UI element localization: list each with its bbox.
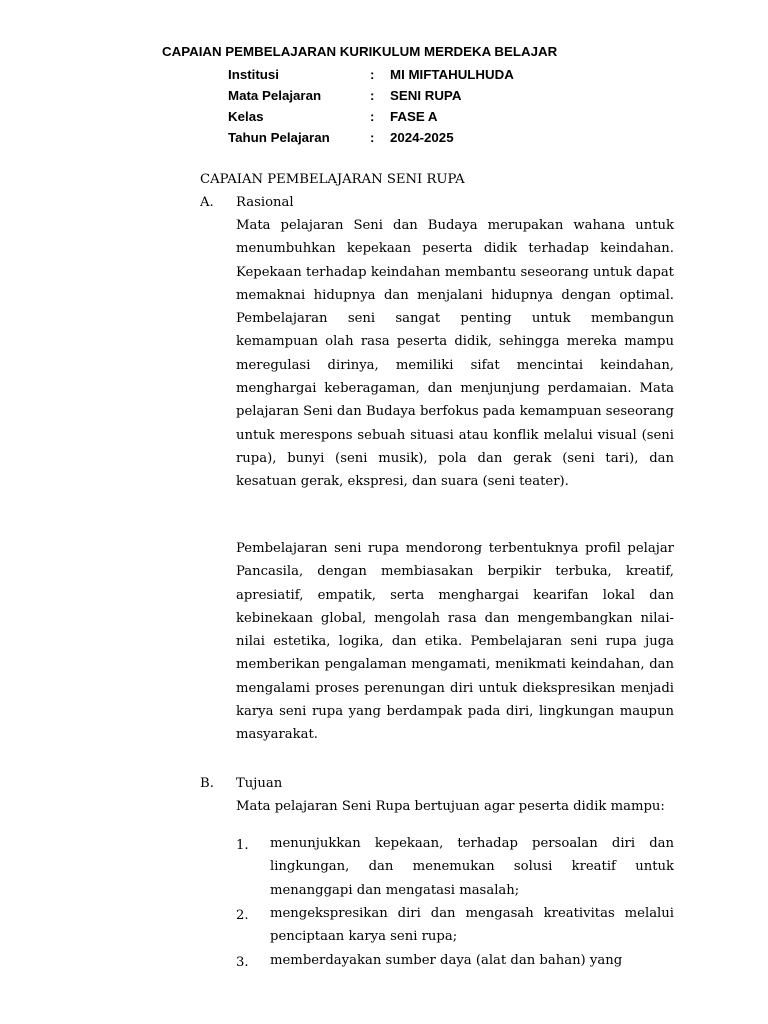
info-colon: : [370, 67, 375, 82]
document-title: CAPAIAN PEMBELAJARAN KURIKULUM MERDEKA BELAJAR [162, 44, 558, 59]
rasional-paragraph-2: Pembelajaran seni rupa mendorong terbentuknya profil pelajar Pancasila, dengan membiasakan berpikir terbuka, kreatif, apresiatif, empatik, serta menghargai kearifan lokal dan kebinekaan global, mengolah rasa dan mengembangkan nilai- nilai estetika, logika, dan etika. Pembelajaran seni rupa juga memberikan pengalaman mengamati, menikmati keindahan, dan mengalami proses perenungan diri untuk diekspresikan menjadi karya seni rupa yang berdampak pada diri, lingkungan maupun masyarakat. [236, 541, 674, 743]
info-value: SENI RUPA [390, 88, 462, 103]
section-title: CAPAIAN PEMBELAJARAN SENI RUPA [200, 172, 465, 187]
list-item: mengekspresikan diri dan mengasah kreativitas melalui penciptaan karya seni rupa; [270, 906, 674, 945]
info-colon: : [370, 130, 375, 145]
list-number: 2. [236, 908, 249, 923]
info-label: Tahun Pelajaran [228, 130, 330, 145]
info-value: FASE A [390, 109, 438, 124]
info-label: Kelas [228, 109, 264, 124]
list-item: menunjukkan kepekaan, terhadap persoalan diri dan lingkungan, dan menemukan solusi kreatif untuk menanggapi dan mengatasi masalah; [270, 836, 674, 898]
info-label: Mata Pelajaran [228, 88, 322, 103]
info-value: 2024-2025 [390, 130, 454, 145]
section-b-letter: B. [200, 776, 214, 791]
info-label: Institusi [228, 67, 279, 82]
info-colon: : [370, 88, 375, 103]
section-a-letter: A. [200, 195, 214, 210]
section-a-heading: Rasional [236, 195, 294, 210]
list-item: memberdayakan sumber daya (alat dan bahan) yang [270, 953, 623, 968]
info-colon: : [370, 109, 375, 124]
rasional-paragraph-1: Mata pelajaran Seni dan Budaya merupakan wahana untuk menumbuhkan kepekaan peserta didik terhadap keindahan. Kepekaan terhadap keindahan membantu seseorang untuk dapat memaknai hidupnya dan menjalani hidupnya dengan optimal. Pembelajaran seni sangat penting untuk membangun kemampuan olah rasa peserta didik, sehingga mereka mampu meregulasi dirinya, memiliki sifat mencintai keindahan, menghargai keberagaman, dan menjunjung perdamaian. Mata pelajaran Seni dan Budaya berfokus pada kemampuan seseorang untuk merespons sebuah situasi atau konflik melalui visual (seni rupa), bunyi (seni musik), pola dan gerak (seni tari), dan kesatuan gerak, ekspresi, dan suara (seni teater). [236, 218, 674, 490]
list-number: 1. [236, 838, 249, 853]
section-b-heading: Tujuan [236, 776, 283, 791]
tujuan-intro: Mata pelajaran Seni Rupa bertujuan agar peserta didik mampu: [236, 799, 665, 814]
info-value: MI MIFTAHULHUDA [390, 67, 514, 82]
list-number: 3. [236, 955, 249, 970]
